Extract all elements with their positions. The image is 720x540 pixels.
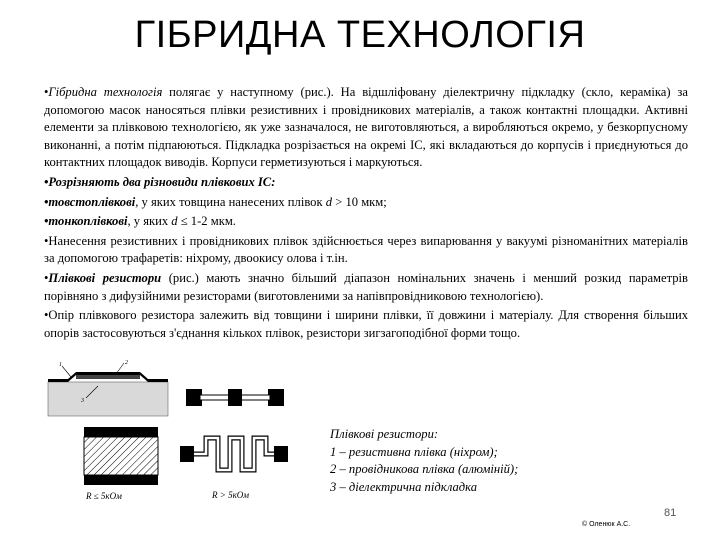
paragraph-text: > 10 мкм; (332, 194, 387, 209)
bullet: • (44, 270, 49, 285)
paragraph-hybrid-tech (44, 84, 688, 172)
label-r-gt-5k: R > 5кОм (212, 490, 250, 500)
var-d: d (171, 214, 178, 229)
paragraph-text: , у яких (127, 214, 172, 229)
term-film-resistors: Плівкові резистори (48, 270, 162, 285)
footer-copyright: © Оленюк А.С. (582, 521, 631, 528)
bottom-contact (84, 475, 158, 485)
paragraph-film-resistors (44, 270, 688, 305)
caption-line-1: Плівкові резистори: (330, 427, 439, 441)
paragraph-text: (рис.) мають значно більший діапазон номінальних значень і менший розкид параметрів порівняно з дифузійними резисторами (виготовленими за напівпровідниковою технологією). (44, 270, 688, 303)
body-text (44, 84, 688, 344)
resistor-cross-section-figure (46, 358, 176, 420)
paragraph-deposition: •Нанесення резистивних і провідникових плівок здійснюється через випарювання у вакуумі різноманітних матеріалів за допомогою трафаретів: ніхрому, двоокису олова і т.ін. (44, 233, 688, 266)
top-contact (84, 427, 158, 437)
term-thick-film: •товстоплівкові (44, 194, 136, 209)
figure-label-2: 2 (125, 360, 128, 366)
page-number: 81 (664, 507, 677, 519)
paragraph-text: ≤ 1-2 мкм. (177, 214, 236, 229)
term-hybrid-tech: Гібридна технологія (48, 85, 163, 99)
figure-label-1: 1 (59, 362, 62, 368)
substrate-layer (48, 382, 168, 416)
label-r-le-5k: R ≤ 5кОм (86, 491, 122, 501)
paragraph-text: , у яких товщина нанесених плівок (135, 194, 326, 209)
var-d: d (325, 194, 333, 209)
paragraph-resistance: •Опір плівкового резистора залежить від товщини і ширини плівки, її довжини і матеріалу. Для створення більших опорів застосовуються з'єднання кількох плівок, резистори зигзагоподібної форми тощо. (44, 308, 688, 340)
term-thin-film: •тонкоплівкові (44, 214, 128, 229)
figure-caption (330, 426, 570, 496)
slide-title: ГІБРИДНА ТЕХНОЛОГІЯ (134, 14, 586, 56)
bullet: • (44, 85, 49, 99)
zigzag-strip-inner (194, 438, 274, 470)
caption-line-4: 3 – діелектрична підкладка (330, 479, 478, 494)
contact-pad-right (274, 446, 288, 462)
zigzag-resistor-figure (178, 432, 290, 504)
paragraph-thin-film (44, 213, 688, 231)
straight-resistor-top-view (182, 383, 288, 413)
paragraph-thick-film (44, 194, 688, 212)
paragraph-two-types: •Розрізняють два різновиди плівкових ІС: (44, 174, 276, 189)
figure-label-3: 3 (81, 398, 84, 404)
caption-line-3: 2 – провідникова плівка (алюміній); (330, 462, 519, 477)
resistive-film (76, 375, 140, 379)
resistive-area (84, 437, 158, 475)
paragraph-text: полягає у наступному (рис.). На відшліфовану діелектричну підкладку (скло, кераміка) за допомогою масок наносяться плівки резистивних і провідникових матеріалів, а також контактні площадки. Активні елементи за плівковою технологією, як уже зазначалося, не виготовляються, а виробляються окремо, у безкорпусному виконанні, а потім підпаюються. Підкладка розрізається на окремі ІС, які вкладаються до корпусів і приєднуються до контактних площадок виводів. Корпуси герметизуються і маркуються. (44, 85, 688, 170)
middle-conductor (228, 389, 242, 406)
caption-line-2: 1 – резистивна плівка (ніхром); (330, 444, 498, 459)
rect-resistor-figure (82, 423, 162, 503)
leader-line-1 (62, 366, 71, 377)
contact-pad-left (180, 446, 194, 462)
